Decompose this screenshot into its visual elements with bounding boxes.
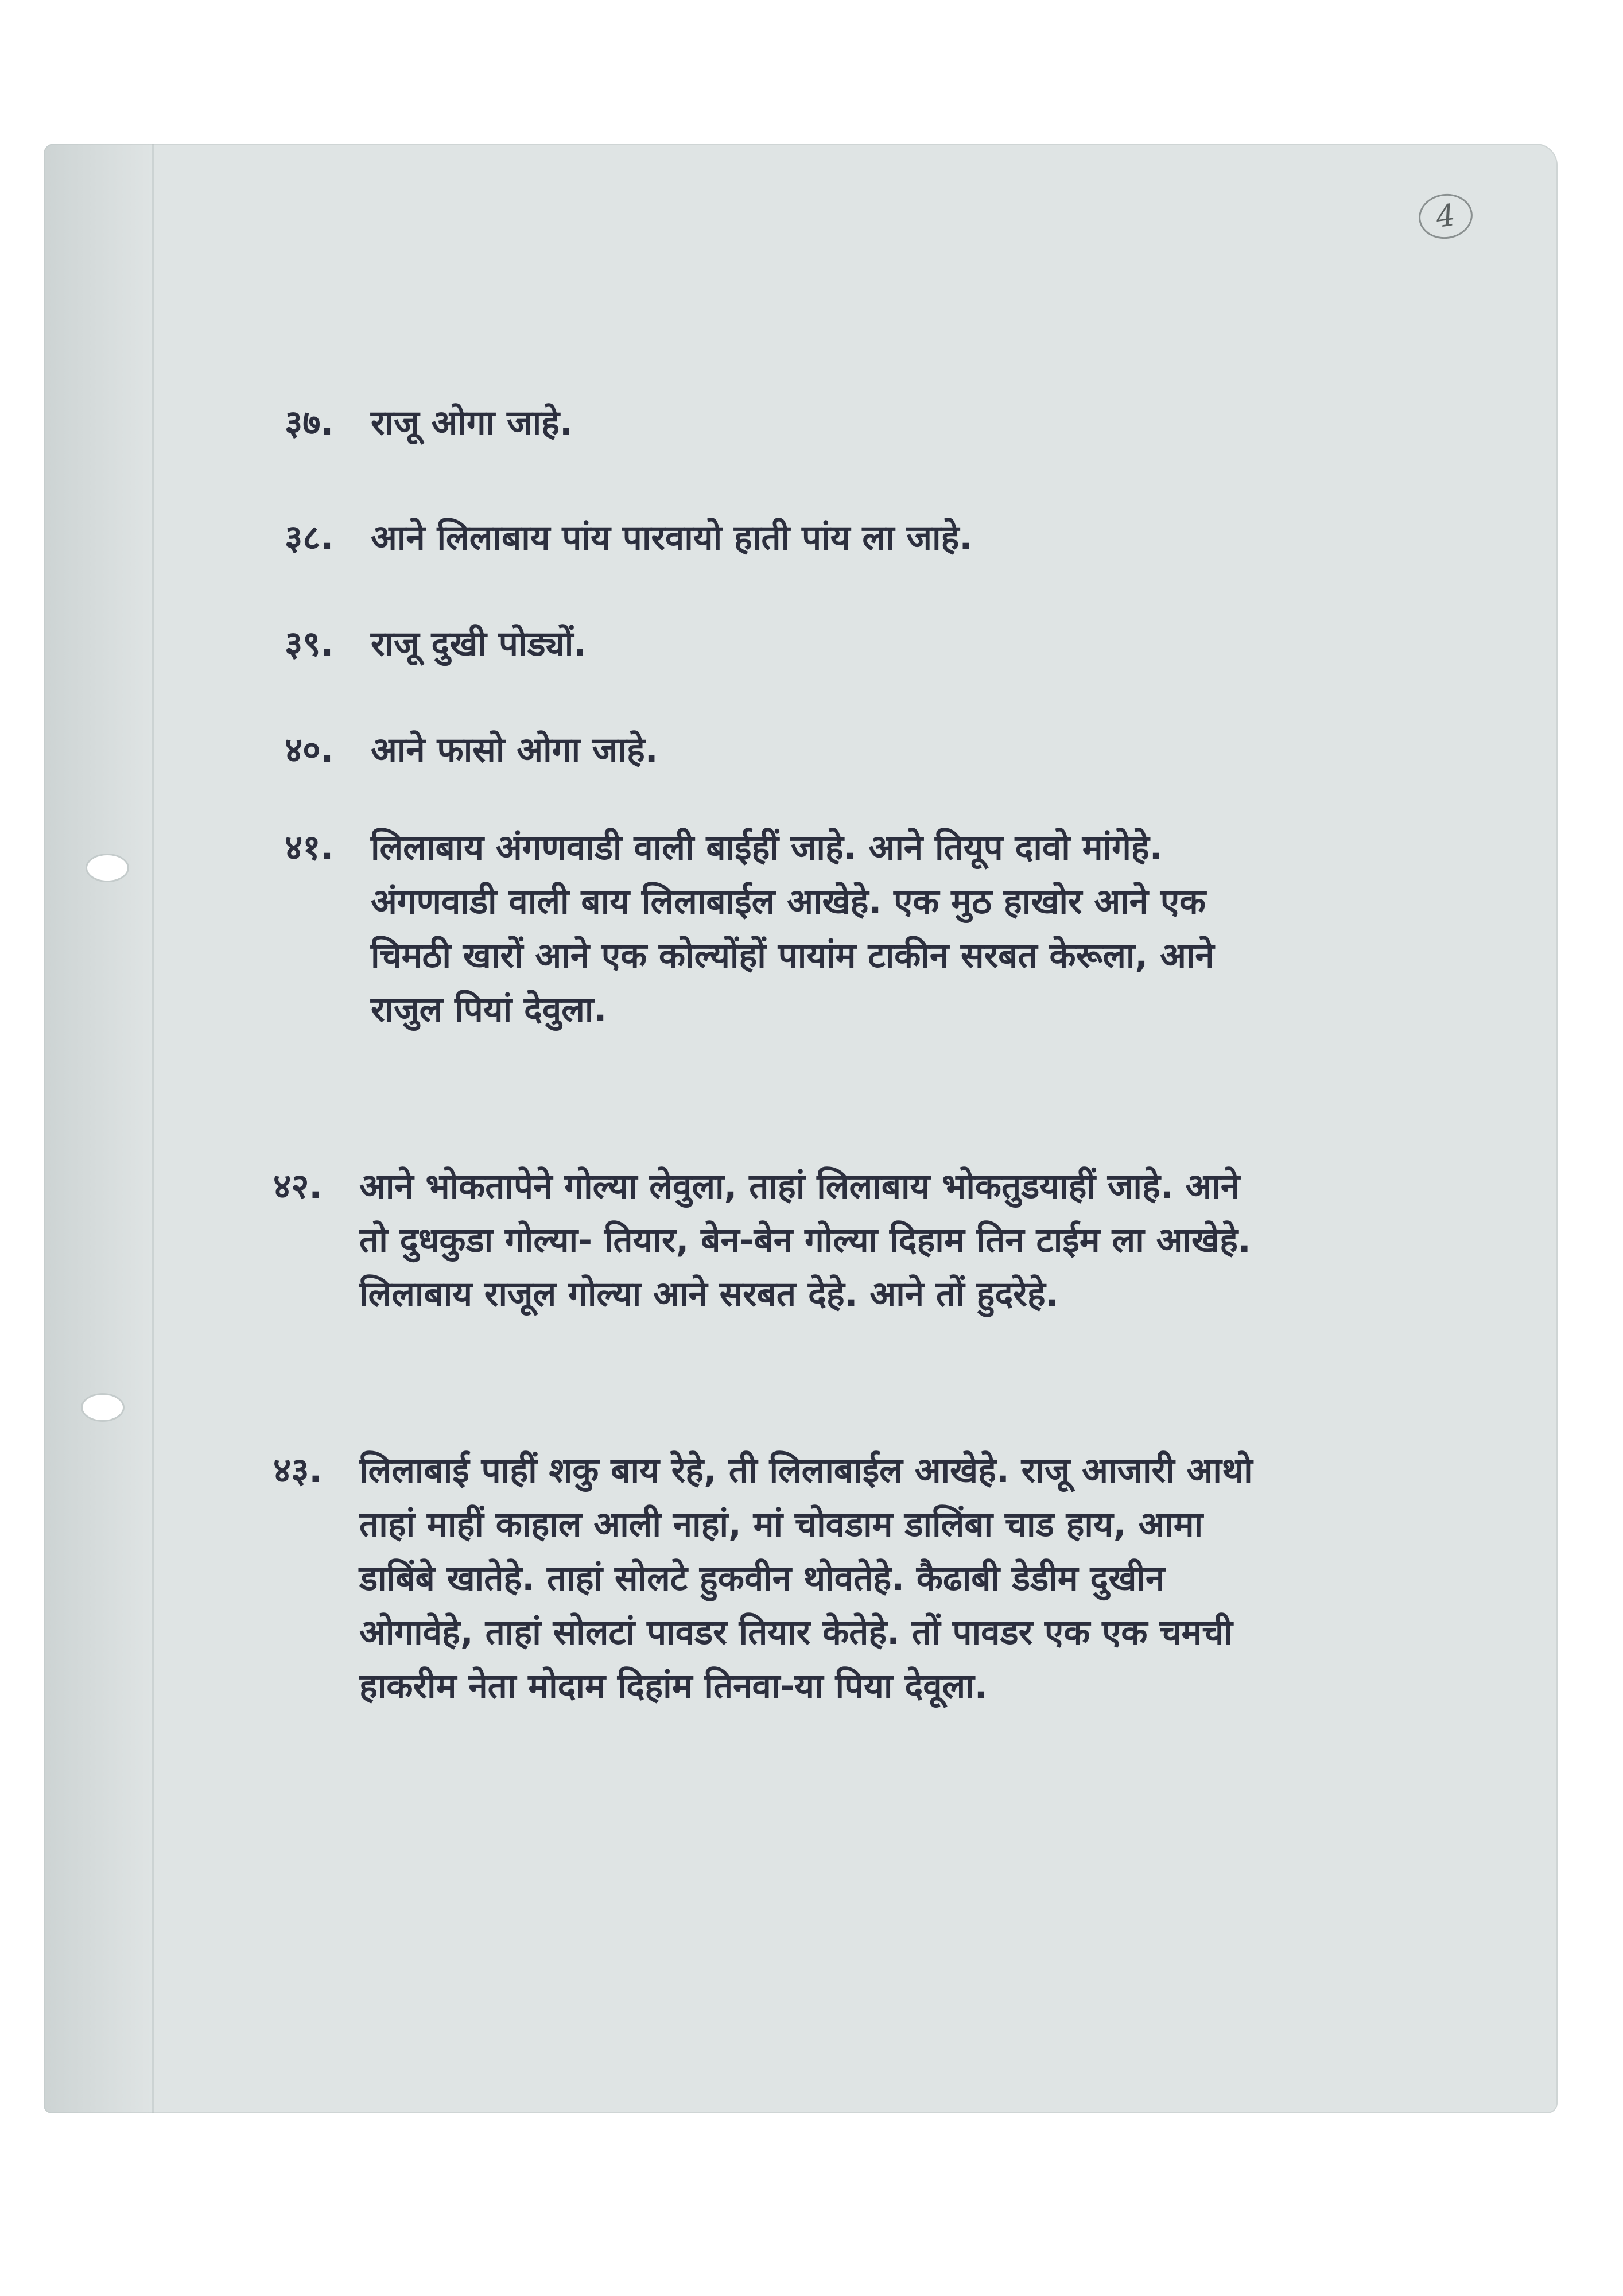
handwritten-page-number: 4 bbox=[1416, 191, 1476, 242]
item-text: लिलाबाय अंगणवाडी वाली बाईहीं जाहे. आने तियूप दावो मांगेहे. अंगणवाडी वाली बाय लिलाबाईल आखेहे. एक मुठ हाखोर आने एक चिमठी खारों आने एक कोल्योंहों पायांम टाकीन सरबत केरूला, आने राजुल पियां देवुला. bbox=[371, 828, 1214, 1030]
item-text: आने लिलाबाय पांय पारवायो हाती पांय ला जाहे. bbox=[371, 518, 973, 558]
numbered-list bbox=[44, 144, 1558, 2113]
list-item bbox=[285, 396, 1289, 450]
list-item bbox=[285, 821, 1289, 1037]
list-item bbox=[285, 723, 1289, 777]
item-text: राजू ओगा जाहे. bbox=[371, 403, 573, 443]
item-number: ३८. bbox=[285, 518, 334, 558]
item-number: ३९. bbox=[285, 624, 334, 664]
item-text: आने फासो ओगा जाहे. bbox=[371, 730, 658, 770]
list-item bbox=[273, 1444, 1278, 1713]
item-number: ४१. bbox=[285, 828, 334, 868]
item-number: ४०. bbox=[285, 730, 334, 770]
list-item bbox=[285, 617, 1289, 671]
list-item bbox=[285, 511, 1289, 565]
item-text: लिलाबाई पाहीं शकु बाय रेहे, ती लिलाबाईल आखेहे. राजू आजारी आथो ताहां माहीं काहाल आली नाहां, मां चोवडाम डालिंबा चाड हाय, आमा डाबिंबे खातेहे. ताहां सोलटे हुकवीन थोवतेहे. कैढाबी डेडीम दुखीन ओगावेहे, ताहां सोलटां पावडर तियार केतेहे. तों पावडर एक एक चमची हाकरीम नेता मोदाम दिहांम तिनवा-या पिया देवूला. bbox=[359, 1450, 1253, 1707]
item-number: ४३. bbox=[273, 1450, 323, 1491]
list-item bbox=[273, 1159, 1278, 1321]
item-number: ३७. bbox=[285, 403, 334, 443]
item-text: आने भोकतापेने गोल्या लेवुला, ताहां लिलाबाय भोकतुडयाहीं जाहे. आने तो दुधकुडा गोल्या- तियार, बेन-बेन गोल्या दिहाम तिन टाईम ला आखेहे. लिलाबाय राजूल गोल्या आने सरबत देहे. आने तों हुदरेहे. bbox=[359, 1166, 1251, 1314]
item-text: राजू दुखी पोड्यों. bbox=[371, 624, 587, 664]
document-page bbox=[44, 144, 1558, 2113]
item-number: ४२. bbox=[273, 1166, 323, 1207]
